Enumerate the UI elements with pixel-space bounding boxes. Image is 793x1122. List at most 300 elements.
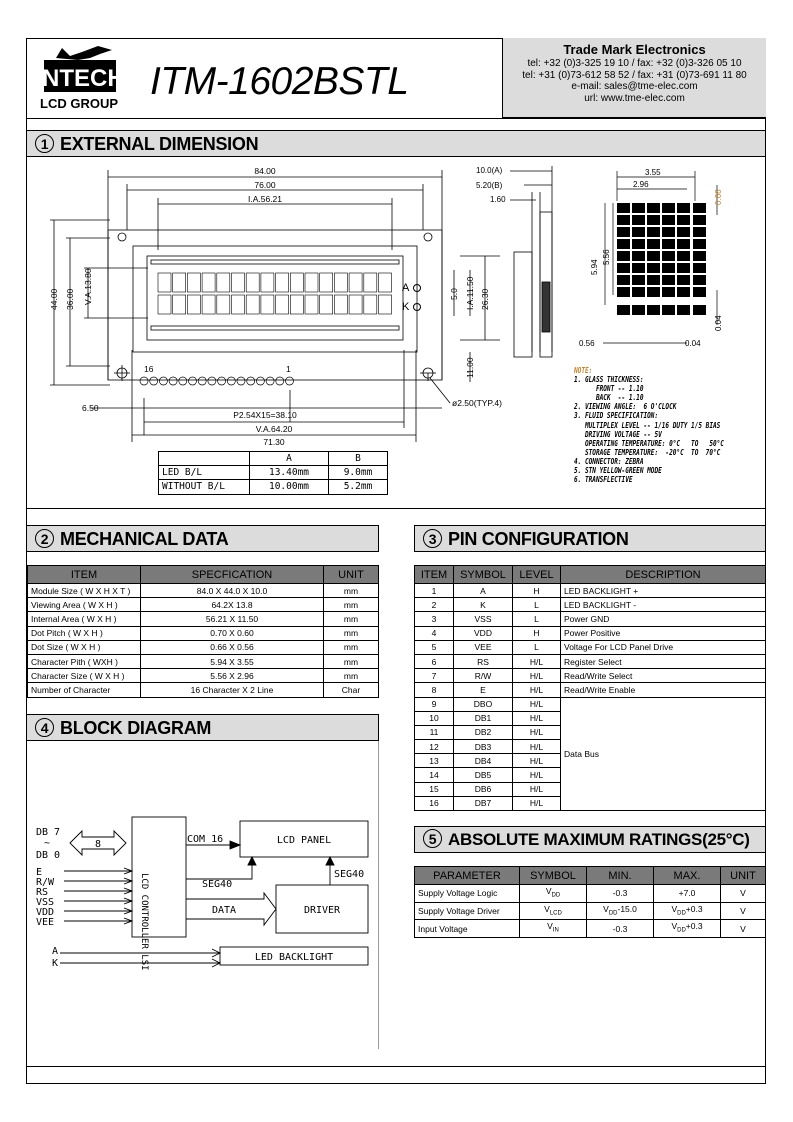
mech-cell: 5.56 X 2.96 — [141, 669, 324, 683]
mech-cell: Viewing Area ( W X H ) — [28, 598, 141, 612]
table-row — [415, 920, 766, 938]
matrix-dot — [647, 215, 660, 225]
signal-label: VDD — [36, 907, 55, 918]
matrix-dot — [632, 227, 645, 237]
pin-header: ITEM — [415, 566, 454, 584]
dim-056: 0.56 — [579, 339, 595, 348]
matrix-dot — [632, 287, 645, 297]
rating-cell: $V_{DD}+0.3$ — [654, 902, 721, 920]
char-cell — [320, 295, 333, 314]
dim-84: 84.00 — [254, 166, 276, 176]
connector-pin — [218, 377, 226, 385]
mech-cell: mm — [324, 626, 379, 640]
dim-36: 36.00 — [65, 288, 75, 310]
pin-cell: DB7 — [454, 796, 513, 810]
rating-cell: -0.3 — [587, 885, 654, 903]
mech-cell: mm — [324, 654, 379, 668]
pin-cell: 15 — [415, 782, 454, 796]
connector-pin — [256, 377, 264, 385]
section-pin-configuration — [414, 525, 766, 552]
matrix-dot — [662, 287, 675, 297]
dim-2630: 26.30 — [480, 288, 490, 310]
matrix-dot — [693, 305, 706, 315]
char-cell — [158, 295, 171, 314]
char-cell — [246, 295, 259, 314]
pin-cell: 5 — [415, 640, 454, 654]
pin-k-label: K — [402, 301, 410, 313]
matrix-dot — [677, 239, 690, 249]
matrix-dot — [693, 287, 706, 297]
pin-header: DESCRIPTION — [561, 566, 766, 584]
table-row — [28, 598, 379, 612]
char-cell — [187, 273, 200, 292]
pin-cell: DB5 — [454, 768, 513, 782]
connector-pin — [198, 377, 206, 385]
ab-cell: 5.2mm — [329, 480, 388, 494]
pin-cell: H/L — [513, 768, 561, 782]
company-block — [502, 38, 766, 118]
signal-label: E — [36, 867, 43, 878]
note-line: 5. STN YELLOW-GREEN MODE — [574, 466, 662, 476]
char-cell — [334, 273, 347, 292]
pin-a-signal: A — [52, 946, 59, 957]
matrix-dot — [693, 203, 706, 213]
table-row — [415, 640, 766, 654]
pin-cell: H/L — [513, 782, 561, 796]
char-cell — [290, 295, 303, 314]
rating-cell: Input Voltage — [415, 920, 520, 938]
section-title: PIN CONFIGURATION — [448, 529, 629, 549]
pin-cell: L — [513, 598, 561, 612]
company-name: Trade Mark Electronics — [563, 42, 706, 57]
matrix-dot — [662, 305, 675, 315]
matrix-dot — [662, 215, 675, 225]
pin-cell: 16 — [415, 796, 454, 810]
char-dot-matrix — [575, 165, 745, 355]
section-title: EXTERNAL DIMENSION — [60, 134, 259, 154]
matrix-dot — [617, 203, 630, 213]
pin-cell: 1 — [415, 584, 454, 598]
char-cell — [202, 295, 215, 314]
matrix-dot — [632, 251, 645, 261]
char-cell — [379, 273, 392, 292]
pin-cell: VDD — [454, 626, 513, 640]
ab-cell: 9.0mm — [329, 466, 388, 480]
section-absolute-ratings — [414, 826, 766, 853]
seg40-label-b: SEG40 — [334, 869, 365, 880]
pin-cell: H — [513, 626, 561, 640]
char-cell — [305, 295, 318, 314]
matrix-dot — [632, 215, 645, 225]
side-dim-160: 1.60 — [490, 195, 506, 204]
mech-header: SPECFICATION — [141, 566, 324, 584]
pin-cell: L — [513, 640, 561, 654]
pin-header: LEVEL — [513, 566, 561, 584]
pin-cell: DB2 — [454, 725, 513, 739]
pin-cell: H/L — [513, 697, 561, 711]
dim-va-height: V.A.13.80 — [83, 268, 93, 305]
block-diagram — [30, 815, 375, 975]
dim-004-horiz: 0.04 — [685, 339, 701, 348]
rating-symbol: $V_{LCD}$ — [520, 902, 587, 920]
lcd-panel-label: LCD PANEL — [276, 835, 332, 846]
table-row — [415, 697, 766, 711]
bird-icon — [56, 46, 112, 60]
footer-divider — [26, 1066, 766, 1067]
char-cell — [187, 295, 200, 314]
dim-1100: 11.00 — [465, 357, 475, 378]
dim-7130: 71.30 — [263, 437, 285, 447]
db0-label: DB 0 — [36, 850, 61, 861]
char-cell — [379, 295, 392, 314]
section-block-diagram — [26, 714, 379, 741]
pin-cell: H/L — [513, 654, 561, 668]
matrix-dot — [693, 251, 706, 261]
signal-label: RS — [36, 887, 49, 898]
pin-16-label: 16 — [144, 364, 154, 374]
section-external-dimension — [26, 130, 766, 157]
connector-pin — [159, 377, 167, 385]
connector-pin — [276, 377, 284, 385]
mech-cell: Internal Area ( W X H ) — [28, 612, 141, 626]
pin-cell: H/L — [513, 796, 561, 810]
char-cell — [334, 295, 347, 314]
matrix-dot — [617, 263, 630, 273]
mech-cell: Character Size ( W X H ) — [28, 669, 141, 683]
matrix-dot — [693, 239, 706, 249]
section-title: ABSOLUTE MAXIMUM RATINGS(25°C) — [448, 830, 750, 849]
matrix-dot — [693, 263, 706, 273]
controller-label: LCD CONTROLLER LSI — [139, 873, 149, 971]
section-number: 3 — [423, 529, 442, 548]
dim-ia-height: I.A.11.50 — [465, 276, 475, 310]
char-cell — [276, 273, 289, 292]
pin-cell: E — [454, 683, 513, 697]
matrix-dot — [662, 251, 675, 261]
led-backlight-label: LED BACKLIGHT — [254, 952, 334, 963]
pin-description: Register Select — [561, 654, 766, 668]
matrix-dot — [647, 239, 660, 249]
matrix-dot — [647, 251, 660, 261]
matrix-dot — [632, 275, 645, 285]
section-divider — [26, 508, 766, 509]
rating-header: SYMBOL — [520, 867, 587, 885]
mech-cell: 5.94 X 3.55 — [141, 654, 324, 668]
pin-cell: 3 — [415, 612, 454, 626]
connector-pin — [266, 377, 274, 385]
rating-header: MIN. — [587, 867, 654, 885]
rating-cell: V — [721, 885, 766, 903]
matrix-dot — [662, 203, 675, 213]
pin-cell: 14 — [415, 768, 454, 782]
logo-group: LCD GROUP — [40, 96, 118, 111]
section-number: 5 — [423, 829, 442, 848]
pin-cell: 8 — [415, 683, 454, 697]
pin-description: Power Positive — [561, 626, 766, 640]
pin-header: SYMBOL — [454, 566, 513, 584]
dim-va-width: V.A.64.20 — [255, 424, 293, 434]
table-row — [415, 626, 766, 640]
db7-label: DB 7 — [36, 827, 61, 838]
mech-cell: mm — [324, 598, 379, 612]
side-dim-52: 5.20(B) — [476, 181, 503, 190]
matrix-dot — [693, 215, 706, 225]
ab-table — [158, 451, 388, 495]
char-cell — [261, 273, 274, 292]
matrix-dot — [647, 305, 660, 315]
matrix-dot — [647, 263, 660, 273]
note-line: STORAGE TEMPERATURE: -20°C TO 70°C — [574, 447, 721, 457]
char-cell — [217, 295, 230, 314]
mech-cell: Character Pith ( WXH ) — [28, 654, 141, 668]
rating-cell: -0.3 — [587, 920, 654, 938]
rating-cell: V — [721, 920, 766, 938]
dim-76: 76.00 — [254, 180, 276, 190]
mech-cell: 16 Character X 2 Line — [141, 683, 324, 697]
rating-symbol: $V_{IN}$ — [520, 920, 587, 938]
table-row — [28, 626, 379, 640]
matrix-dot — [617, 305, 630, 315]
pin-k-signal: K — [52, 958, 59, 969]
mech-cell: mm — [324, 584, 379, 598]
mech-cell: mm — [324, 640, 379, 654]
com16-label: COM 16 — [187, 834, 224, 845]
header-divider — [26, 118, 766, 119]
char-cell — [261, 295, 274, 314]
note-line: DRIVING VOLTAGE -- 5V — [574, 429, 662, 439]
pin-description: Power GND — [561, 612, 766, 626]
char-cell — [246, 273, 259, 292]
pin-cell: K — [454, 598, 513, 612]
pin-table — [414, 565, 766, 811]
contact-line: url: www.tme-elec.com — [584, 92, 685, 104]
front-view-drawing — [40, 160, 500, 450]
table-row — [415, 885, 766, 903]
dim-066: 0.66 — [714, 189, 723, 205]
ratings-table — [414, 866, 766, 938]
connector-pin — [237, 377, 245, 385]
ab-header: B — [329, 452, 388, 466]
mech-header: UNIT — [324, 566, 379, 584]
char-cell — [232, 295, 245, 314]
pin-cell: DB1 — [454, 711, 513, 725]
matrix-dot — [662, 239, 675, 249]
connector-pin — [247, 377, 255, 385]
pin-cell: H — [513, 584, 561, 598]
pin-cell: A — [454, 584, 513, 598]
note-line: 6. TRANSFLECTIVE — [574, 475, 633, 485]
table-row — [28, 669, 379, 683]
note-line: 2. VIEWING ANGLE: 6 O'CLOCK — [574, 402, 677, 412]
rating-cell: $V_{DD}+0.3$ — [654, 920, 721, 938]
rating-cell: Supply Voltage Logic — [415, 885, 520, 903]
pin-cell: H/L — [513, 725, 561, 739]
matrix-dot — [632, 263, 645, 273]
mech-cell: Number of Character — [28, 683, 141, 697]
dim-650: 6.50 — [82, 403, 99, 413]
char-cell — [349, 273, 362, 292]
matrix-dot — [647, 203, 660, 213]
pin-cell: 13 — [415, 754, 454, 768]
model-title: ITM-1602BSTL — [150, 60, 409, 103]
dim-44: 44.00 — [49, 288, 59, 310]
contact-line: e-mail: sales@tme-elec.com — [571, 81, 698, 93]
pin-1-label: 1 — [286, 364, 291, 374]
matrix-dot — [617, 251, 630, 261]
matrix-dot — [632, 239, 645, 249]
intech-logo — [35, 44, 125, 94]
contact-line: tel: +32 (0)3-325 19 10 / fax: +32 (0)3-326 05 10 — [527, 58, 742, 69]
table-row — [28, 640, 379, 654]
matrix-dot — [677, 263, 690, 273]
mech-header: ITEM — [28, 566, 141, 584]
connector-pin — [179, 377, 187, 385]
table-row — [415, 654, 766, 668]
pin-cell: H/L — [513, 754, 561, 768]
dim-hole: ø2.50(TYP.4) — [452, 398, 502, 408]
connector-pin — [189, 377, 197, 385]
pin-description: LED BACKLIGHT + — [561, 584, 766, 598]
block-border — [378, 741, 379, 1049]
signal-label: VEE — [36, 917, 55, 928]
table-row — [28, 612, 379, 626]
ab-header — [159, 452, 250, 466]
char-cell — [276, 295, 289, 314]
rating-cell: Supply Voltage Driver — [415, 902, 520, 920]
table-row — [28, 584, 379, 598]
matrix-dot — [662, 227, 675, 237]
pin-description: Read/Write Select — [561, 669, 766, 683]
pin-cell: 4 — [415, 626, 454, 640]
matrix-dot — [677, 251, 690, 261]
pin-cell: R/W — [454, 669, 513, 683]
connector-pin — [227, 377, 235, 385]
ab-cell: WITHOUT B/L — [159, 480, 250, 494]
matrix-dot — [677, 305, 690, 315]
section-title: BLOCK DIAGRAM — [60, 718, 212, 738]
char-cell — [158, 273, 171, 292]
matrix-dot — [617, 227, 630, 237]
pin-a-label: A — [402, 282, 410, 294]
pin-cell: DBO — [454, 697, 513, 711]
note-line: 4. CONNECTOR: ZEBRA — [574, 456, 644, 466]
pin-cell: DB6 — [454, 782, 513, 796]
rating-cell: $V_{DD}-15.0$ — [587, 902, 654, 920]
dim-pitch: P2.54X15=38.10 — [233, 410, 297, 420]
matrix-dot — [662, 263, 675, 273]
note-line: 3. FLUID SPECIFICATION: — [574, 411, 659, 421]
matrix-dot — [632, 305, 645, 315]
mech-cell: 0.66 X 0.56 — [141, 640, 324, 654]
ab-cell: 13.40mm — [250, 466, 329, 480]
pin-description: Voltage For LCD Panel Drive — [561, 640, 766, 654]
mech-cell: 56.21 X 11.50 — [141, 612, 324, 626]
connector-pin — [208, 377, 216, 385]
pin-cell: 2 — [415, 598, 454, 612]
matrix-dot — [693, 227, 706, 237]
matrix-dot — [677, 203, 690, 213]
connector-pin — [286, 377, 294, 385]
matrix-dot — [617, 287, 630, 297]
matrix-dot — [677, 287, 690, 297]
pin-cell: DB4 — [454, 754, 513, 768]
section-title: MECHANICAL DATA — [60, 529, 229, 549]
data-label: DATA — [212, 905, 237, 916]
rating-header: PARAMETER — [415, 867, 520, 885]
char-cell — [320, 273, 333, 292]
bus-width: 8 — [95, 839, 102, 850]
note-line: 1. GLASS THICKNESS: — [574, 375, 644, 385]
mech-cell: Dot Size ( W X H ) — [28, 640, 141, 654]
pin-cell: 9 — [415, 697, 454, 711]
note-line: BACK -- 1.10 — [574, 393, 644, 403]
dim-ia-width: I.A.56.21 — [247, 194, 283, 204]
char-cell — [202, 273, 215, 292]
contact-line: tel: +31 (0)73-612 58 52 / fax: +31 (0)73-691 11 80 — [522, 69, 747, 81]
mech-cell: Dot Pitch ( W X H ) — [28, 626, 141, 640]
db-tilde: ~ — [44, 838, 51, 849]
char-cell — [217, 273, 230, 292]
matrix-dot — [662, 275, 675, 285]
matrix-dot — [647, 227, 660, 237]
dim-355: 3.55 — [645, 168, 661, 177]
pin-cell: 12 — [415, 740, 454, 754]
signal-label: VSS — [36, 897, 55, 908]
matrix-dot — [677, 275, 690, 285]
notes-title: NOTE: — [574, 366, 593, 375]
pin-cell: RS — [454, 654, 513, 668]
section-number: 2 — [35, 529, 54, 548]
table-row — [415, 584, 766, 598]
side-dim-10: 10.0(A) — [476, 166, 503, 175]
char-cell — [305, 273, 318, 292]
spec-notes — [574, 366, 724, 484]
table-row — [415, 598, 766, 612]
matrix-dot — [693, 275, 706, 285]
seg40-label-a: SEG40 — [202, 879, 233, 890]
note-line: OPERATING TEMPERATURE: 0°C TO 50°C — [574, 438, 724, 448]
mechanical-table — [27, 565, 379, 698]
mech-cell: 64.2X 13.8 — [141, 598, 324, 612]
pin-cell: VEE — [454, 640, 513, 654]
pin-cell: 6 — [415, 654, 454, 668]
pin-description: Read/Write Enable — [561, 683, 766, 697]
pin-cell: H/L — [513, 683, 561, 697]
note-line: MULTIPLEX LEVEL -- 1/16 DUTY 1/5 BIAS — [574, 420, 721, 430]
matrix-dot — [647, 287, 660, 297]
pin-cell: 10 — [415, 711, 454, 725]
dim-004-vert: 0.04 — [714, 315, 723, 331]
pin-cell: DB3 — [454, 740, 513, 754]
char-cell — [349, 295, 362, 314]
ab-header: A — [250, 452, 329, 466]
connector-pin — [140, 377, 148, 385]
mech-cell: Char — [324, 683, 379, 697]
mech-cell: mm — [324, 612, 379, 626]
mech-cell: mm — [324, 669, 379, 683]
pin-cell: H/L — [513, 711, 561, 725]
pin-cell: H/L — [513, 740, 561, 754]
char-cell — [364, 273, 377, 292]
pin-cell: VSS — [454, 612, 513, 626]
connector-pin — [169, 377, 177, 385]
data-bus-description: Data Bus — [561, 697, 766, 811]
rating-cell: +7.0 — [654, 885, 721, 903]
rating-symbol: $V_{DD}$ — [520, 885, 587, 903]
matrix-dot — [617, 239, 630, 249]
matrix-dot — [617, 275, 630, 285]
connector-pin — [150, 377, 158, 385]
